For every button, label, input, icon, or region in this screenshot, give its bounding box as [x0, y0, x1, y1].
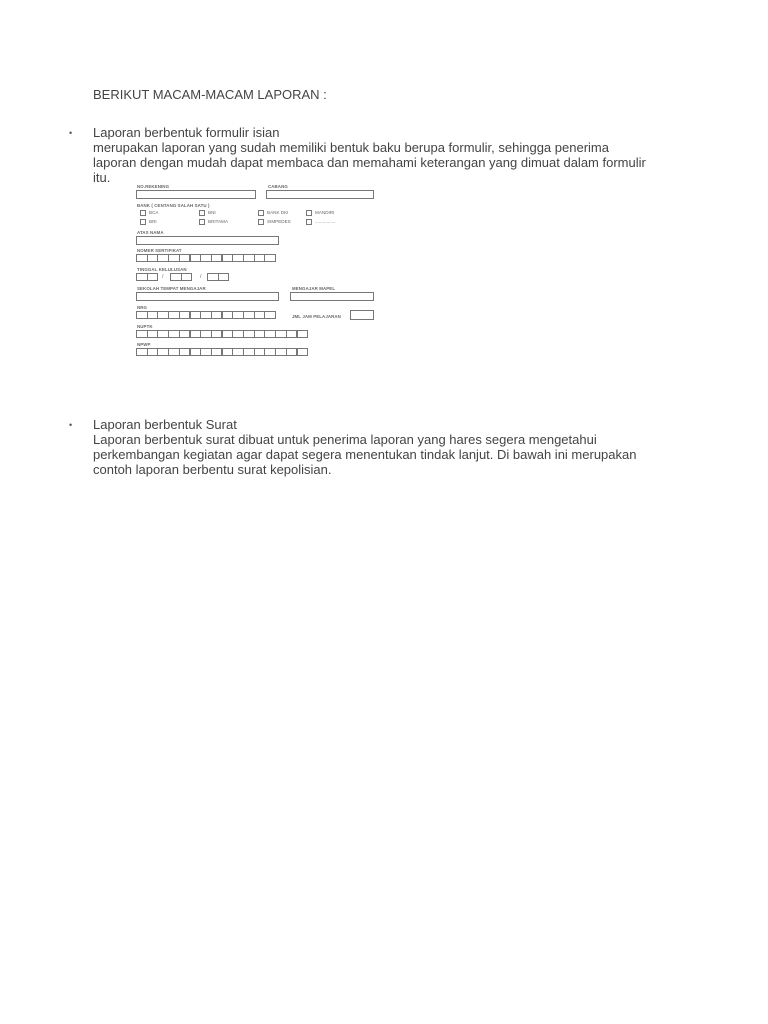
label-no-rekening: NO.REKENING: [137, 184, 170, 189]
date-separator: /: [162, 274, 164, 280]
checkbox-icon: [140, 210, 146, 216]
bank-option: BANK DKI: [267, 210, 289, 215]
label-mengajar-mapel: MENGAJAR MAPEL: [292, 286, 336, 291]
section-text-line: laporan dengan mudah dapat membaca dan memahami keterangan yang dimuat dalam formulir: [93, 155, 646, 170]
sekolah-box: [136, 292, 279, 301]
bank-option: ................: [315, 219, 336, 224]
bullet-point: •: [69, 420, 73, 430]
atas-nama-box: [136, 236, 279, 245]
npwp-cells: [136, 348, 307, 356]
section-formulir: [93, 125, 693, 185]
nrg-cells: [136, 311, 275, 319]
date-separator: /: [200, 274, 202, 280]
checkbox-icon: [306, 210, 312, 216]
jml-jam-box: [350, 310, 374, 320]
checkbox-icon: [199, 210, 205, 216]
label-tanggal-kelulusan: TINGGAL KELULUSAN: [137, 267, 187, 272]
checkbox-icon: [306, 219, 312, 225]
nomor-sertifikat-cells: [136, 254, 275, 262]
label-npwp: NPWP: [137, 342, 151, 347]
label-nomor-sertifikat: NOMER SERTIFIKAT: [137, 248, 182, 253]
no-rekening-box: [136, 190, 256, 199]
label-nrg: NRG: [137, 305, 148, 310]
section-title: Laporan berbentuk formulir isian: [93, 125, 280, 140]
section-text-line: itu.: [93, 170, 111, 185]
bank-option: BRITAMA: [208, 219, 229, 224]
checkbox-icon: [199, 219, 205, 225]
date-month-cells: [170, 273, 191, 281]
bank-option: BCA: [149, 210, 159, 215]
date-year-cells: [207, 273, 228, 281]
form-image: [134, 181, 380, 363]
nuptk-cells: [136, 330, 307, 338]
label-jml-jam: JML JAM PELAJARAN: [292, 314, 341, 319]
section-title: Laporan berbentuk Surat: [93, 417, 237, 432]
cabang-box: [266, 190, 374, 199]
checkbox-icon: [140, 219, 146, 225]
page-heading: BERIKUT MACAM-MACAM LAPORAN :: [93, 87, 327, 102]
label-atas-nama: ATAS NAMA: [137, 230, 164, 235]
section-surat: [93, 417, 693, 477]
section-text-line: merupakan laporan yang sudah memiliki bentuk baku berupa formulir, sehingga penerima: [93, 140, 609, 155]
label-cabang: CABANG: [268, 184, 288, 189]
label-nuptk: NUPTK: [137, 324, 153, 329]
label-sekolah: SEKOLAH TEMPAT MENGAJAR: [137, 286, 206, 291]
bullet-point: •: [69, 128, 73, 138]
bank-option: MANDIRI: [315, 210, 335, 215]
label-bank: BANK ( CENTANG SALAH SATU ): [137, 203, 210, 208]
section-text-line: contoh laporan berbentu surat kepolisian.: [93, 462, 332, 477]
section-text-line: perkembangan kegiatan agar dapat segera menentukan tindak lanjut. Di bawah ini merupakan: [93, 447, 637, 462]
date-day-cells: [136, 273, 157, 281]
bank-option: SIMPEDES: [267, 219, 291, 224]
bank-option: BRI: [149, 219, 157, 224]
section-text-line: Laporan berbentuk surat dibuat untuk penerima laporan yang hares segera mengetahui: [93, 432, 597, 447]
checkbox-icon: [258, 219, 264, 225]
mengajar-mapel-box: [290, 292, 374, 301]
checkbox-icon: [258, 210, 264, 216]
bank-option: BNI: [208, 210, 216, 215]
